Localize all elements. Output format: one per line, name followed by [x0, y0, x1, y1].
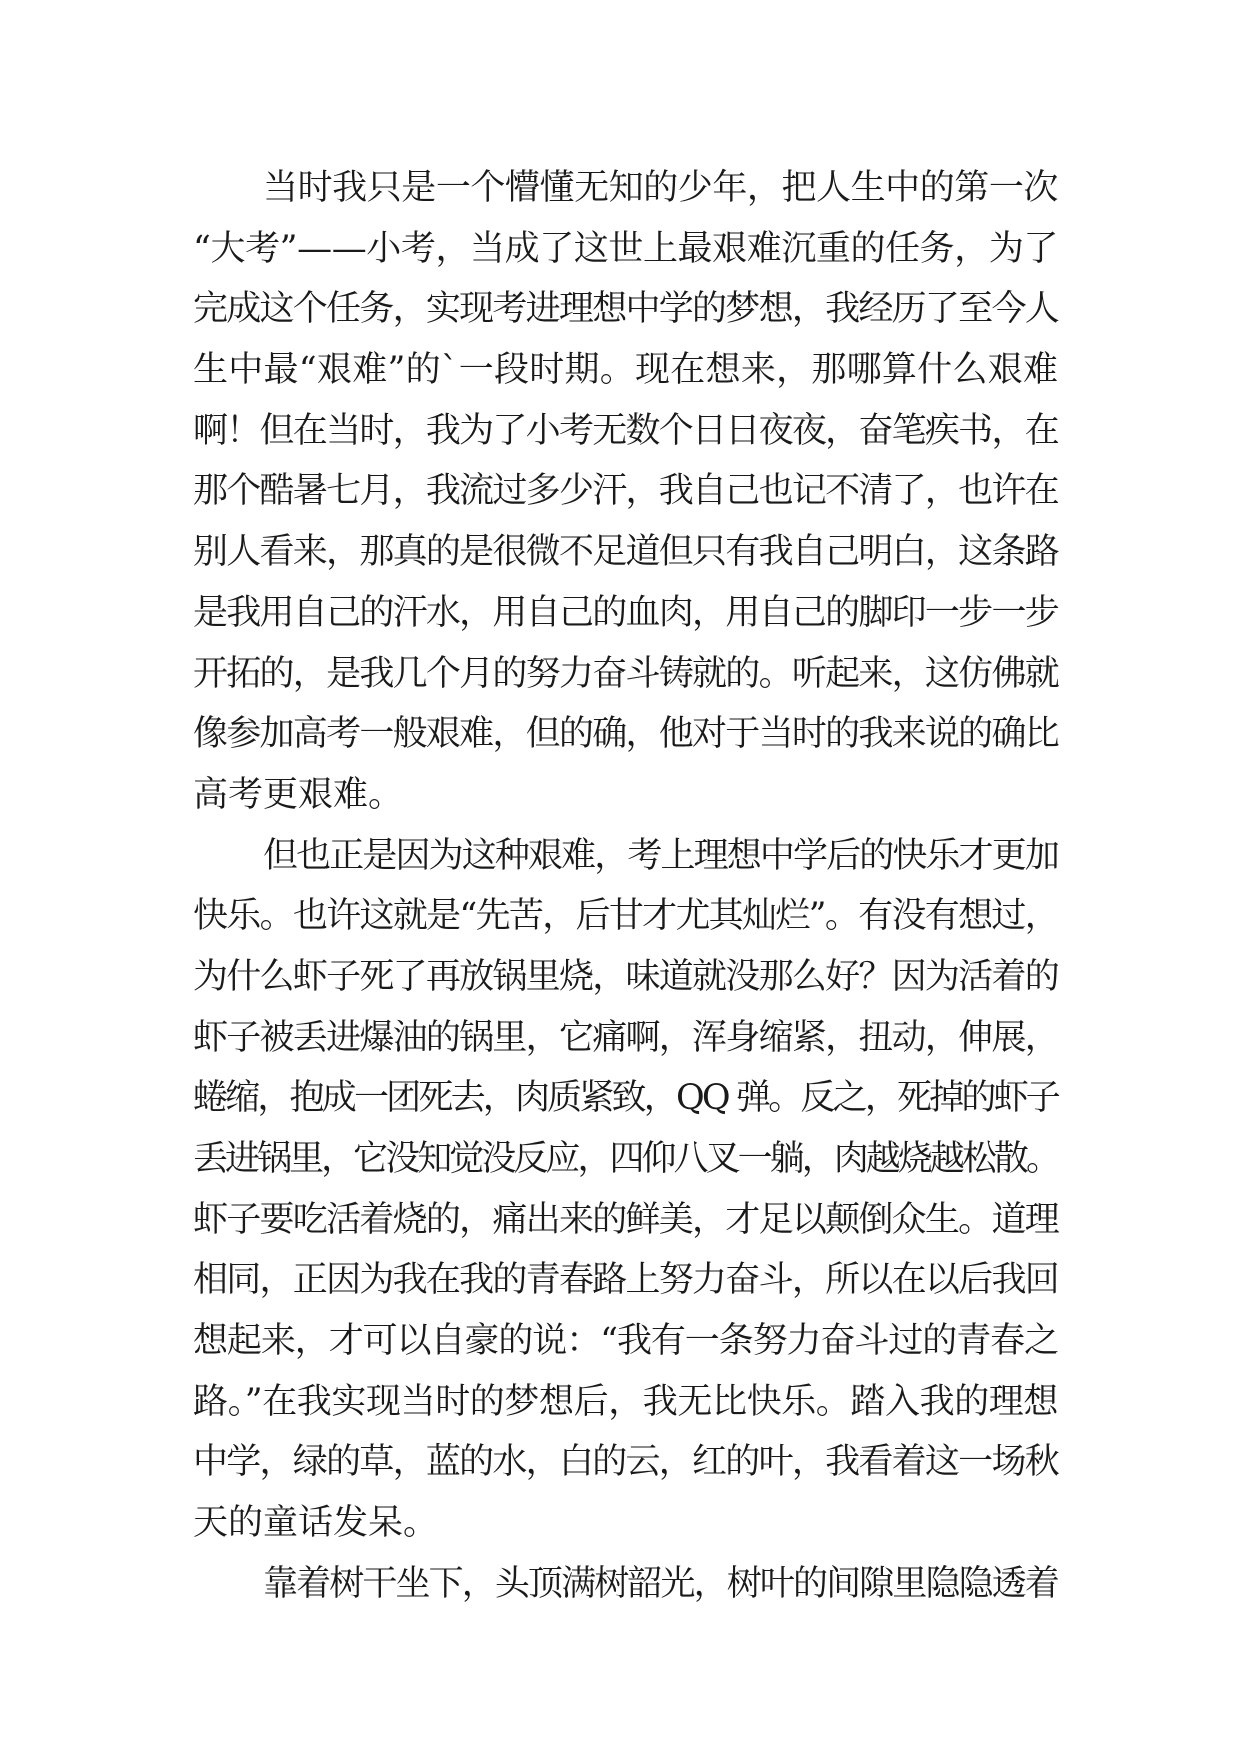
text-line: 像参加高考一般艰难，但的确，他对于当时的我来说的确比	[193, 714, 1058, 755]
text-line: 高考更艰难。	[193, 774, 404, 815]
text-line: 蜷缩，抱成一团死去，肉质紧致，QQ 弹。反之，死掉的虾子	[193, 1078, 1058, 1119]
text-line: 天的童话发呆。	[193, 1503, 439, 1544]
text-line: 靠着树干坐下，头顶满树韶光，树叶的间隙里隐隐透着	[263, 1563, 1058, 1604]
text-line: 相同，正因为我在我的青春路上努力奋斗，所以在以后我回	[193, 1260, 1058, 1301]
text-line: “大考”——小考，当成了这世上最艰难沉重的任务，为了	[193, 228, 1058, 269]
text-line: 是我用自己的汗水，用自己的血肉，用自己的脚印一步一步	[193, 592, 1058, 633]
text-line: 那个酷暑七月，我流过多少汗，我自己也记不清了，也许在	[193, 471, 1058, 512]
text-line: 当时我只是一个懵懂无知的少年，把人生中的第一次	[263, 168, 1058, 208]
text-line: 快乐。也许这就是“先苦，后甘才尤其灿烂”。有没有想过，	[193, 896, 1058, 937]
text-line: 想起来，才可以自豪的说：“我有一条努力奋斗过的青春之	[193, 1321, 1058, 1362]
text-line: 中学，绿的草，蓝的水，白的云，红的叶，我看着这一场秋	[193, 1442, 1058, 1483]
body-text	[193, 158, 1058, 1615]
text-line: 生中最“艰难”的`一段时期。现在想来，那哪算什么艰难	[193, 350, 1058, 391]
text-line: 完成这个任务，实现考进理想中学的梦想，我经历了至今人	[193, 289, 1058, 330]
text-line: 别人看来，那真的是很微不足道但只有我自己明白，这条路	[193, 532, 1058, 573]
text-line: 虾子被丢进爆油的锅里，它痛啊，浑身缩紧，扭动，伸展，	[193, 1017, 1058, 1058]
text-line: 虾子要吃活着烧的，痛出来的鲜美，才足以颠倒众生。道理	[193, 1199, 1058, 1240]
text-line: 啊！但在当时，我为了小考无数个日日夜夜，奋笔疾书，在	[193, 410, 1058, 451]
text-line: 开拓的，是我几个月的努力奋斗铸就的。听起来，这仿佛就	[193, 653, 1058, 694]
text-line: 丢进锅里，它没知觉没反应，四仰八叉一躺，肉越烧越松散。	[193, 1139, 1058, 1179]
text-line: 路。”在我实现当时的梦想后，我无比快乐。踏入我的理想	[193, 1381, 1058, 1422]
text-line: 但也正是因为这种艰难，考上理想中学后的快乐才更加	[263, 835, 1058, 876]
text-line: 为什么虾子死了再放锅里烧，味道就没那么好？因为活着的	[193, 956, 1058, 997]
